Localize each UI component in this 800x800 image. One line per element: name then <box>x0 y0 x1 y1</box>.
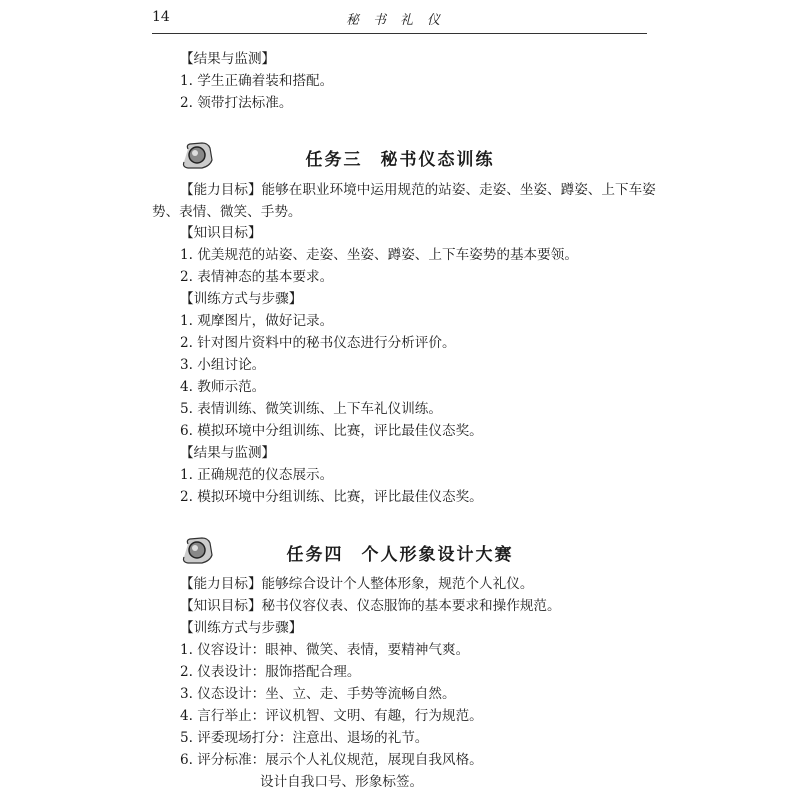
list-item: 1. 观摩图片，做好记录。 <box>180 313 334 329</box>
list-item-cont: 设计自我口号、形象标签。 <box>260 774 424 790</box>
training-heading: 【训练方式与步骤】 <box>180 620 303 636</box>
task4-name: 个人形象设计大赛 <box>361 545 514 565</box>
list-item: 1. 仪容设计：眼神、微笑、表情，要精神气爽。 <box>180 642 470 658</box>
list-item: 1. 正确规范的仪态展示。 <box>180 467 334 483</box>
header-rule <box>152 33 647 34</box>
list-item: 1. 学生正确着装和搭配。 <box>180 73 334 89</box>
list-item: 2. 表情神态的基本要求。 <box>180 269 334 285</box>
running-title: 秘书礼仪 <box>345 13 454 28</box>
list-item: 2. 针对图片资料中的秘书仪态进行分析评价。 <box>180 335 456 351</box>
list-item: 2. 仪表设计：服饰搭配合理。 <box>180 664 361 680</box>
task3-title <box>0 145 800 170</box>
list-item: 5. 评委现场打分：注意出、退场的礼节。 <box>180 730 429 746</box>
list-item: 2. 领带打法标准。 <box>180 95 293 111</box>
training-heading: 【训练方式与步骤】 <box>180 291 303 307</box>
task4-title <box>0 540 800 565</box>
list-item: 4. 教师示范。 <box>180 379 266 395</box>
ability-goal: 【能力目标】能够综合设计个人整体形象，规范个人礼仪。 <box>180 576 534 592</box>
knowledge-heading: 【知识目标】 <box>180 225 262 241</box>
results-heading: 【结果与监测】 <box>180 445 276 461</box>
ability-goal-cont: 势、表情、微笑、手势。 <box>152 204 302 220</box>
list-item: 3. 小组讨论。 <box>180 357 266 373</box>
task3-name: 秘书仪态训练 <box>380 150 495 170</box>
ability-goal: 【能力目标】能够在职业环境中运用规范的站姿、走姿、坐姿、蹲姿、上下车姿 <box>180 182 656 198</box>
results-heading: 【结果与监测】 <box>180 51 276 67</box>
list-item: 6. 模拟环境中分组训练、比赛，评比最佳仪态奖。 <box>180 423 483 439</box>
task4-label: 任务四 <box>286 545 344 565</box>
knowledge-goal: 【知识目标】秘书仪容仪表、仪态服饰的基本要求和操作规范。 <box>180 598 561 614</box>
list-item: 3. 仪态设计：坐、立、走、手势等流畅自然。 <box>180 686 456 702</box>
list-item: 5. 表情训练、微笑训练、上下车礼仪训练。 <box>180 401 442 417</box>
page-number: 14 <box>152 9 170 25</box>
list-item: 1. 优美规范的站姿、走姿、坐姿、蹲姿、上下车姿势的基本要领。 <box>180 247 578 263</box>
task3-label: 任务三 <box>305 150 363 170</box>
list-item: 2. 模拟环境中分组训练、比赛，评比最佳仪态奖。 <box>180 489 483 505</box>
list-item: 4. 言行举止：评议机智、文明、有趣，行为规范。 <box>180 708 483 724</box>
list-item: 6. 评分标准：展示个人礼仪规范，展现自我风格。 <box>180 752 483 768</box>
